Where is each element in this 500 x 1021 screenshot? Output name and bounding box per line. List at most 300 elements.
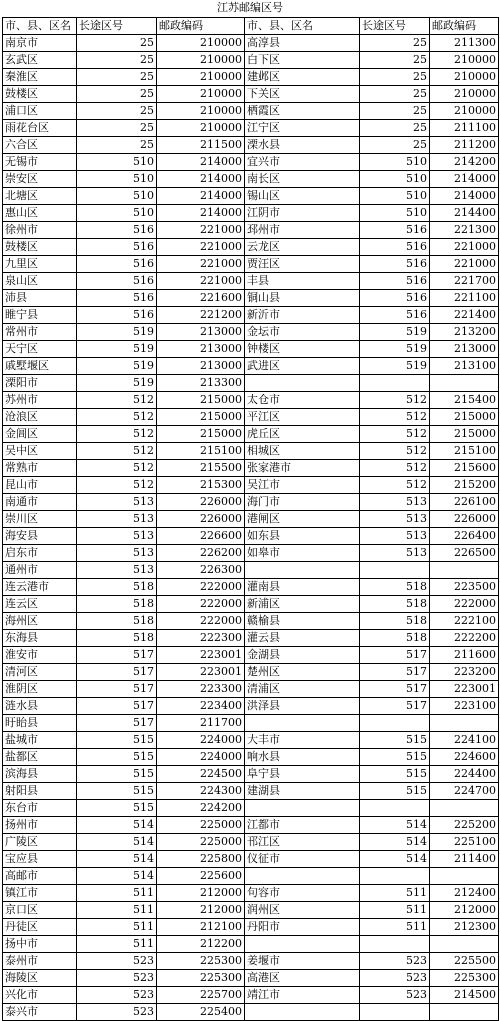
area-code-cell-2: 518 [360, 613, 430, 630]
name-cell: 宝应县 [3, 851, 77, 868]
postal-code-cell: 210000 [157, 86, 245, 103]
name-cell: 常州市 [3, 324, 77, 341]
area-code-cell-2: 512 [360, 443, 430, 460]
area-code-cell-2: 513 [360, 545, 430, 562]
page-title: 江苏邮编区号 [217, 1, 283, 14]
name-cell-2: 新沂市 [245, 307, 360, 324]
area-code-cell: 517 [77, 647, 157, 664]
postal-code-cell-2: 211400 [430, 851, 499, 868]
name-cell-2: 润州区 [245, 902, 360, 919]
postal-code-cell: 214000 [157, 188, 245, 205]
postal-code-cell: 212000 [157, 902, 245, 919]
postal-code-cell-2: 213100 [430, 358, 499, 375]
area-code-cell-2: 513 [360, 528, 430, 545]
postal-code-cell-2: 215100 [430, 443, 499, 460]
postal-code-cell: 221000 [157, 239, 245, 256]
name-cell: 崇川区 [3, 511, 77, 528]
area-code-cell: 510 [77, 154, 157, 171]
area-code-cell-2: 517 [360, 698, 430, 715]
postal-code-cell-2: 211300 [430, 35, 499, 52]
area-code-cell: 510 [77, 171, 157, 188]
postal-code-cell: 210000 [157, 52, 245, 69]
name-cell-2: 南长区 [245, 171, 360, 188]
area-code-cell: 514 [77, 834, 157, 851]
name-cell-2: 丹阳市 [245, 919, 360, 936]
postal-code-cell: 224000 [157, 732, 245, 749]
area-code-cell-2: 518 [360, 596, 430, 613]
postal-code-cell-2: 214000 [430, 171, 499, 188]
area-code-cell-2: 519 [360, 358, 430, 375]
name-cell-2: 宜兴市 [245, 154, 360, 171]
name-cell: 天宁区 [3, 341, 77, 358]
name-cell: 泉山区 [3, 273, 77, 290]
area-code-cell: 517 [77, 681, 157, 698]
area-code-cell-2 [360, 375, 430, 392]
area-code-cell-2 [360, 562, 430, 579]
name-cell: 南通市 [3, 494, 77, 511]
area-code-cell: 513 [77, 511, 157, 528]
area-code-cell-2: 513 [360, 511, 430, 528]
table-row [3, 783, 499, 800]
postal-code-cell: 211500 [157, 137, 245, 154]
table-row [3, 69, 499, 86]
postal-code-cell-2: 226000 [430, 511, 499, 528]
postal-code-cell: 210000 [157, 35, 245, 52]
name-cell: 丹徒区 [3, 919, 77, 936]
table-row [3, 545, 499, 562]
postal-code-cell-2 [430, 562, 499, 579]
table-row [3, 766, 499, 783]
postal-code-cell-2: 212000 [430, 902, 499, 919]
postal-code-cell-2: 214200 [430, 154, 499, 171]
postal-code-cell: 214000 [157, 154, 245, 171]
name-cell: 浦口区 [3, 103, 77, 120]
area-code-cell-2: 511 [360, 902, 430, 919]
postal-code-cell-2: 212400 [430, 885, 499, 902]
table-row [3, 511, 499, 528]
area-code-cell: 516 [77, 307, 157, 324]
postal-code-cell-2: 215400 [430, 392, 499, 409]
name-cell-2: 邗江区 [245, 834, 360, 851]
area-code-cell-2 [360, 800, 430, 817]
area-code-cell: 515 [77, 800, 157, 817]
postal-code-cell: 214000 [157, 171, 245, 188]
area-code-cell-2: 516 [360, 307, 430, 324]
name-cell: 无锡市 [3, 154, 77, 171]
name-cell-2: 金湖县 [245, 647, 360, 664]
postal-code-cell-2: 210000 [430, 103, 499, 120]
postal-code-cell: 226000 [157, 511, 245, 528]
area-code-cell: 519 [77, 358, 157, 375]
area-code-cell-2: 25 [360, 52, 430, 69]
area-code-cell: 512 [77, 477, 157, 494]
name-cell: 苏州市 [3, 392, 77, 409]
name-cell-2: 张家港市 [245, 460, 360, 477]
postal-code-cell: 222300 [157, 630, 245, 647]
postal-code-cell: 214000 [157, 205, 245, 222]
area-code-cell-2: 512 [360, 409, 430, 426]
table-row [3, 273, 499, 290]
postal-code-cell: 223001 [157, 664, 245, 681]
area-code-cell-2: 25 [360, 120, 430, 137]
name-cell-2: 江阴市 [245, 205, 360, 222]
table-body [3, 35, 499, 1021]
area-code-cell-2: 25 [360, 137, 430, 154]
area-code-cell: 519 [77, 341, 157, 358]
area-code-cell: 511 [77, 936, 157, 953]
name-cell: 扬中市 [3, 936, 77, 953]
area-code-cell-2: 515 [360, 732, 430, 749]
name-cell-2: 下关区 [245, 86, 360, 103]
header-areacode-col-2: 长途区号 [360, 18, 430, 35]
area-code-cell: 25 [77, 69, 157, 86]
postal-code-cell-2: 223500 [430, 579, 499, 596]
area-code-cell: 512 [77, 426, 157, 443]
area-code-cell-2: 515 [360, 749, 430, 766]
table-row [3, 307, 499, 324]
area-code-cell: 516 [77, 239, 157, 256]
name-cell-2: 铜山县 [245, 290, 360, 307]
table-row [3, 902, 499, 919]
area-code-cell: 523 [77, 953, 157, 970]
name-cell: 兴化市 [3, 987, 77, 1004]
area-code-cell: 512 [77, 460, 157, 477]
name-cell-2: 阜宁县 [245, 766, 360, 783]
area-code-cell: 512 [77, 409, 157, 426]
name-cell: 射阳县 [3, 783, 77, 800]
postal-code-cell-2: 223001 [430, 681, 499, 698]
postal-code-cell: 221600 [157, 290, 245, 307]
header-name-col-2: 市、县、区名 [245, 18, 360, 35]
name-cell: 昆山市 [3, 477, 77, 494]
table-row [3, 715, 499, 732]
postal-code-cell: 225800 [157, 851, 245, 868]
postal-code-cell-2: 226100 [430, 494, 499, 511]
table-row [3, 851, 499, 868]
postal-code-cell: 215500 [157, 460, 245, 477]
area-code-cell-2: 514 [360, 851, 430, 868]
postal-code-cell-2 [430, 375, 499, 392]
name-cell: 吴中区 [3, 443, 77, 460]
postal-code-cell-2: 225300 [430, 970, 499, 987]
area-code-cell: 518 [77, 596, 157, 613]
area-code-cell: 514 [77, 851, 157, 868]
name-cell-2: 赣榆县 [245, 613, 360, 630]
name-cell-2: 建邺区 [245, 69, 360, 86]
postal-code-cell: 225700 [157, 987, 245, 1004]
name-cell: 高邮市 [3, 868, 77, 885]
name-cell-2: 港闸区 [245, 511, 360, 528]
postal-code-cell: 221000 [157, 222, 245, 239]
name-cell: 盐都区 [3, 749, 77, 766]
table-row [3, 154, 499, 171]
postal-code-cell-2 [430, 800, 499, 817]
postal-code-cell: 212000 [157, 885, 245, 902]
area-code-cell-2 [360, 1004, 430, 1021]
postal-code-cell-2: 215600 [430, 460, 499, 477]
name-cell: 北塘区 [3, 188, 77, 205]
postal-code-cell: 226000 [157, 494, 245, 511]
table-row [3, 596, 499, 613]
name-cell-2: 灌南县 [245, 579, 360, 596]
name-cell-2: 建湖县 [245, 783, 360, 800]
postal-code-cell-2: 222000 [430, 596, 499, 613]
area-code-cell-2: 25 [360, 69, 430, 86]
table-row [3, 834, 499, 851]
area-code-cell-2: 517 [360, 664, 430, 681]
postal-code-cell-2 [430, 715, 499, 732]
name-cell: 雨花台区 [3, 120, 77, 137]
postal-code-cell: 215300 [157, 477, 245, 494]
name-cell: 通州市 [3, 562, 77, 579]
table-row [3, 290, 499, 307]
name-cell-2: 姜堰市 [245, 953, 360, 970]
name-cell-2: 响水县 [245, 749, 360, 766]
postal-code-cell-2: 222100 [430, 613, 499, 630]
table-row [3, 137, 499, 154]
area-code-cell-2: 510 [360, 171, 430, 188]
table-row [3, 477, 499, 494]
area-code-cell: 517 [77, 664, 157, 681]
area-code-cell: 516 [77, 273, 157, 290]
postal-code-cell: 213300 [157, 375, 245, 392]
table-row [3, 562, 499, 579]
table-row [3, 919, 499, 936]
area-code-cell: 515 [77, 783, 157, 800]
postal-code-cell-2: 221000 [430, 239, 499, 256]
area-code-cell: 510 [77, 205, 157, 222]
table-row [3, 494, 499, 511]
name-cell-2: 灌云县 [245, 630, 360, 647]
area-code-cell-2 [360, 936, 430, 953]
name-cell-2: 高港区 [245, 970, 360, 987]
postal-code-cell-2: 224700 [430, 783, 499, 800]
area-code-cell: 513 [77, 562, 157, 579]
postal-code-cell-2: 223200 [430, 664, 499, 681]
name-cell-2: 楚州区 [245, 664, 360, 681]
postal-code-cell: 224200 [157, 800, 245, 817]
table-row [3, 987, 499, 1004]
postal-code-cell: 222000 [157, 613, 245, 630]
area-code-cell-2: 516 [360, 273, 430, 290]
postal-code-cell-2: 221400 [430, 307, 499, 324]
postal-code-cell-2: 224100 [430, 732, 499, 749]
table-row [3, 86, 499, 103]
area-code-cell: 516 [77, 290, 157, 307]
area-code-cell: 517 [77, 715, 157, 732]
name-cell: 泰州市 [3, 953, 77, 970]
table-row [3, 256, 499, 273]
area-code-cell: 519 [77, 375, 157, 392]
name-cell: 连云区 [3, 596, 77, 613]
table-row [3, 392, 499, 409]
area-code-cell-2: 514 [360, 834, 430, 851]
area-code-cell: 515 [77, 732, 157, 749]
postal-code-cell: 215100 [157, 443, 245, 460]
name-cell: 涟水县 [3, 698, 77, 715]
name-cell-2 [245, 868, 360, 885]
postal-code-table [2, 17, 499, 1021]
postal-code-cell: 225000 [157, 817, 245, 834]
area-code-cell-2: 512 [360, 426, 430, 443]
postal-code-cell-2: 211600 [430, 647, 499, 664]
table-row [3, 52, 499, 69]
name-cell-2: 钟楼区 [245, 341, 360, 358]
header-areacode-col: 长途区号 [77, 18, 157, 35]
postal-code-cell-2: 214500 [430, 987, 499, 1004]
postal-code-cell: 223300 [157, 681, 245, 698]
table-row [3, 647, 499, 664]
name-cell: 启东市 [3, 545, 77, 562]
postal-code-cell-2: 225100 [430, 834, 499, 851]
area-code-cell-2: 517 [360, 681, 430, 698]
area-code-cell-2: 519 [360, 324, 430, 341]
name-cell-2: 相城区 [245, 443, 360, 460]
name-cell-2: 太仓市 [245, 392, 360, 409]
name-cell-2: 如皋市 [245, 545, 360, 562]
postal-code-cell: 211700 [157, 715, 245, 732]
area-code-cell: 513 [77, 545, 157, 562]
postal-code-cell-2: 224600 [430, 749, 499, 766]
table-row [3, 630, 499, 647]
area-code-cell: 25 [77, 103, 157, 120]
name-cell: 沛县 [3, 290, 77, 307]
name-cell: 淮安市 [3, 647, 77, 664]
table-row [3, 579, 499, 596]
name-cell-2: 海门市 [245, 494, 360, 511]
postal-code-cell: 210000 [157, 69, 245, 86]
name-cell-2: 丰县 [245, 273, 360, 290]
name-cell-2: 江宁区 [245, 120, 360, 137]
area-code-cell-2: 515 [360, 783, 430, 800]
postal-code-cell: 225400 [157, 1004, 245, 1021]
name-cell-2: 溧水县 [245, 137, 360, 154]
area-code-cell: 518 [77, 579, 157, 596]
postal-code-cell-2: 221300 [430, 222, 499, 239]
postal-code-cell: 221000 [157, 273, 245, 290]
table-row [3, 222, 499, 239]
area-code-cell: 523 [77, 970, 157, 987]
name-cell-2: 高淳县 [245, 35, 360, 52]
postal-code-cell: 226300 [157, 562, 245, 579]
area-code-cell: 511 [77, 885, 157, 902]
name-cell-2: 如东县 [245, 528, 360, 545]
name-cell-2: 洪泽县 [245, 698, 360, 715]
postal-code-cell: 222000 [157, 596, 245, 613]
postal-code-cell-2 [430, 868, 499, 885]
area-code-cell: 511 [77, 902, 157, 919]
postal-code-cell-2 [430, 1004, 499, 1021]
area-code-cell-2: 511 [360, 885, 430, 902]
area-code-cell-2: 518 [360, 579, 430, 596]
table-row [3, 103, 499, 120]
name-cell: 六合区 [3, 137, 77, 154]
table-row [3, 443, 499, 460]
area-code-cell-2: 516 [360, 256, 430, 273]
area-code-cell: 523 [77, 987, 157, 1004]
postal-code-cell: 212100 [157, 919, 245, 936]
area-code-cell-2: 519 [360, 341, 430, 358]
area-code-cell-2: 512 [360, 392, 430, 409]
name-cell: 金阊区 [3, 426, 77, 443]
name-cell: 玄武区 [3, 52, 77, 69]
name-cell-2: 清浦区 [245, 681, 360, 698]
name-cell-2: 大丰市 [245, 732, 360, 749]
table-row [3, 426, 499, 443]
area-code-cell-2: 523 [360, 970, 430, 987]
table-row [3, 358, 499, 375]
postal-code-cell: 225300 [157, 970, 245, 987]
table-row [3, 698, 499, 715]
area-code-cell-2: 510 [360, 205, 430, 222]
area-code-cell-2: 518 [360, 630, 430, 647]
postal-code-cell-2: 226500 [430, 545, 499, 562]
name-cell: 泰兴市 [3, 1004, 77, 1021]
postal-code-cell-2: 210000 [430, 69, 499, 86]
name-cell-2 [245, 1004, 360, 1021]
table-row [3, 664, 499, 681]
postal-code-cell: 223400 [157, 698, 245, 715]
name-cell: 连云港市 [3, 579, 77, 596]
postal-code-cell: 215000 [157, 409, 245, 426]
postal-code-cell: 226600 [157, 528, 245, 545]
area-code-cell-2 [360, 868, 430, 885]
postal-code-cell: 225600 [157, 868, 245, 885]
name-cell-2: 仪征市 [245, 851, 360, 868]
area-code-cell: 512 [77, 392, 157, 409]
name-cell: 徐州市 [3, 222, 77, 239]
area-code-cell-2: 510 [360, 188, 430, 205]
name-cell-2: 平江区 [245, 409, 360, 426]
postal-code-cell: 224500 [157, 766, 245, 783]
postal-code-cell-2: 221100 [430, 290, 499, 307]
name-cell: 溧阳市 [3, 375, 77, 392]
table-row [3, 35, 499, 52]
name-cell: 海安县 [3, 528, 77, 545]
area-code-cell-2: 523 [360, 953, 430, 970]
postal-code-cell-2: 226400 [430, 528, 499, 545]
table-row [3, 885, 499, 902]
area-code-cell: 516 [77, 222, 157, 239]
postal-code-cell: 224300 [157, 783, 245, 800]
name-cell: 惠山区 [3, 205, 77, 222]
name-cell: 东海县 [3, 630, 77, 647]
name-cell-2: 邳州市 [245, 222, 360, 239]
name-cell: 扬州市 [3, 817, 77, 834]
table-row [3, 800, 499, 817]
name-cell: 秦淮区 [3, 69, 77, 86]
area-code-cell-2: 512 [360, 460, 430, 477]
area-code-cell-2: 516 [360, 239, 430, 256]
postal-code-cell-2: 214400 [430, 205, 499, 222]
area-code-cell-2: 516 [360, 290, 430, 307]
postal-code-cell-2: 225500 [430, 953, 499, 970]
table-row [3, 375, 499, 392]
table-row [3, 732, 499, 749]
name-cell: 清河区 [3, 664, 77, 681]
name-cell: 京口区 [3, 902, 77, 919]
postal-code-cell-2: 215200 [430, 477, 499, 494]
table-row [3, 171, 499, 188]
name-cell: 睢宁县 [3, 307, 77, 324]
area-code-cell-2: 25 [360, 103, 430, 120]
area-code-cell-2: 511 [360, 919, 430, 936]
area-code-cell: 515 [77, 749, 157, 766]
header-postcode-col-2: 邮政编码 [430, 18, 499, 35]
name-cell-2: 武进区 [245, 358, 360, 375]
name-cell: 盐城市 [3, 732, 77, 749]
name-cell: 镇江市 [3, 885, 77, 902]
